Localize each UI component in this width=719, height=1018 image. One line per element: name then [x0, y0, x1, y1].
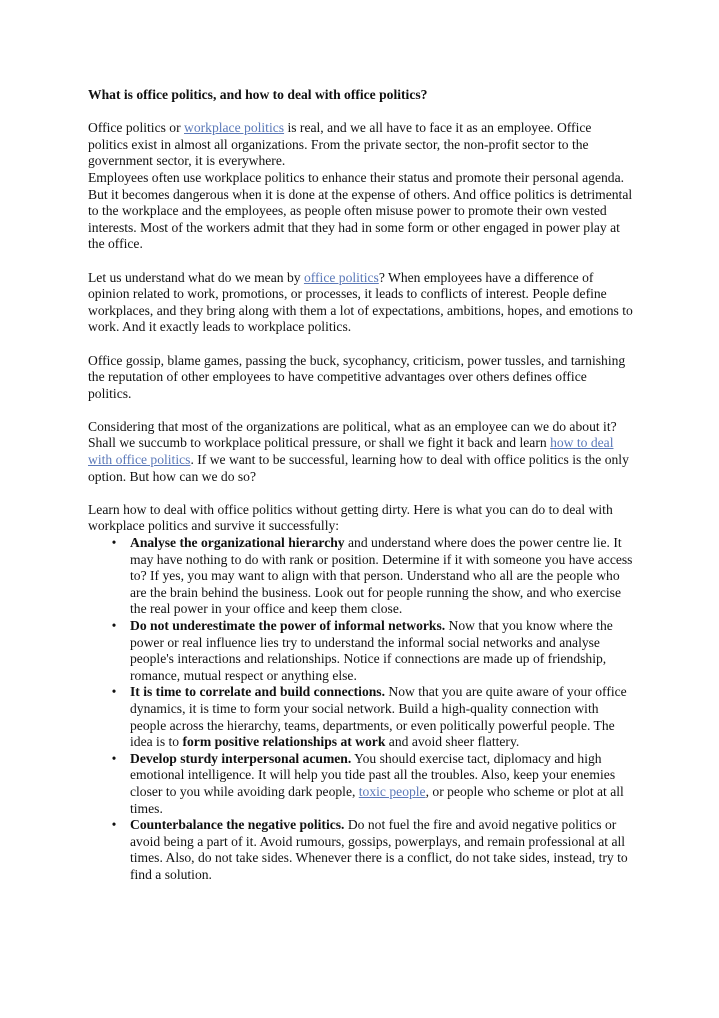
tip-heading: Analyse the organizational hierarchy: [130, 535, 345, 551]
paragraph-employees: Employees often use workplace politics to enhance their status and promote their personal agenda. But it becomes dangerous when it is done at the expense of others. And office politics is detrimental to the workplace and the employees, as people often misuse power to promote their own vested interests. Most of the workers admit that they had in some form or other engaged in power play at the office.: [88, 169, 633, 252]
bullet-icon: •: [111, 535, 117, 551]
tips-list: [88, 535, 633, 883]
paragraph-gossip: Office gossip, blame games, passing the buck, sycophancy, criticism, power tussles, and tarnishing the reputation of other employees to have competitive advantages over others defines office politics.: [88, 352, 626, 401]
toxic-people-link[interactable]: toxic people: [358, 783, 426, 799]
tip-text: , or people who scheme or plot at all times.: [130, 783, 624, 816]
tip-heading: Develop sturdy interpersonal acumen.: [130, 750, 352, 766]
tip-heading: Counterbalance the negative politics.: [130, 817, 345, 833]
paragraph-definition: [88, 270, 633, 336]
bullet-icon: •: [111, 817, 117, 833]
paragraph-text: Office politics or: [88, 120, 185, 136]
list-item: [111, 535, 633, 618]
bullet-icon: •: [111, 684, 117, 700]
paragraph-text: . If we want to be successful, learning how to deal with office politics is the only option. But how can we do so?: [88, 452, 629, 484]
list-item: [111, 817, 633, 883]
paragraph-considering: [88, 419, 633, 485]
tip-text: Now that you know where the power or real influence lies try to understand the informal social networks and analyse people's interactions and relationships. Notice if connections are made up of friendship, romance, mutual respect or anything else.: [130, 618, 613, 683]
tip-emphasis: form positive relationships at work: [182, 734, 386, 750]
list-item: [111, 618, 633, 684]
tip-heading: It is time to correlate and build connections.: [130, 684, 385, 700]
list-item: [111, 750, 633, 817]
tip-text: Now that you are quite aware of your office dynamics, it is time to form your social network. Build a high-quality connection with people across the hierarchy, teams, departments, or even politically powerful people. The idea is to: [130, 684, 627, 750]
list-item: [111, 684, 633, 750]
intro-paragraph: [88, 120, 633, 170]
bullet-icon: •: [111, 750, 117, 766]
paragraph-text: ? When employees have a difference of opinion related to work, promotions, or processes, it leads to conflicts of interest. People define workplaces, and they bring along with them a lot of expectations, ambitions, hopes, and emotions to work. And it exactly leads to workplace politics.: [88, 269, 633, 335]
page-title: What is office politics, and how to deal with office politics?: [88, 87, 428, 102]
workplace-politics-link[interactable]: workplace politics: [184, 120, 285, 136]
paragraph-text: is real, and we all have to face it as an employee. Office politics exist in almost all organizations. From the private sector, the non-profit sector to the government sector, it is everywhere.: [88, 120, 592, 169]
tip-text: Do not fuel the fire and avoid negative politics or avoid being a part of it. Avoid rumours, gossips, powerplays, and remain professional at all times. Also, do not take sides. Whenever there is a conflict, do not take sides, instead, try to find a solution.: [130, 817, 628, 882]
office-politics-link[interactable]: office politics: [303, 269, 379, 285]
paragraph-text: Let us understand what do we mean by: [88, 269, 304, 285]
bullet-icon: •: [111, 618, 117, 633]
tip-text: and understand where does the power centre lie. It may have nothing to do with rank or position. Determine if it with someone you have access to? If yes, you may want to align with that person. Understand who all are the people who are the brain behind the business. Look out for people running the show, and who exercise the real power in your office and keep them close.: [130, 535, 633, 617]
paragraph-text: Considering that most of the organizations are political, what as an employee can we do about it? Shall we succumb to workplace political pressure, or shall we fight it back and learn: [88, 418, 617, 451]
how-to-deal-link[interactable]: how to deal with office politics: [88, 435, 614, 468]
tip-text: and avoid sheer flattery.: [385, 734, 520, 750]
tip-text: You should exercise tact, diplomacy and high emotional intelligence. It will help you tide past all the troubles. Also, keep your enemies closer to you while avoiding dark people,: [130, 750, 616, 799]
document-page: [88, 87, 633, 884]
tip-heading: Do not underestimate the power of informal networks.: [130, 618, 446, 633]
paragraph-learn: Learn how to deal with office politics without getting dirty. Here is what you can do to deal with workplace politics and survive it successfully:: [88, 501, 613, 534]
